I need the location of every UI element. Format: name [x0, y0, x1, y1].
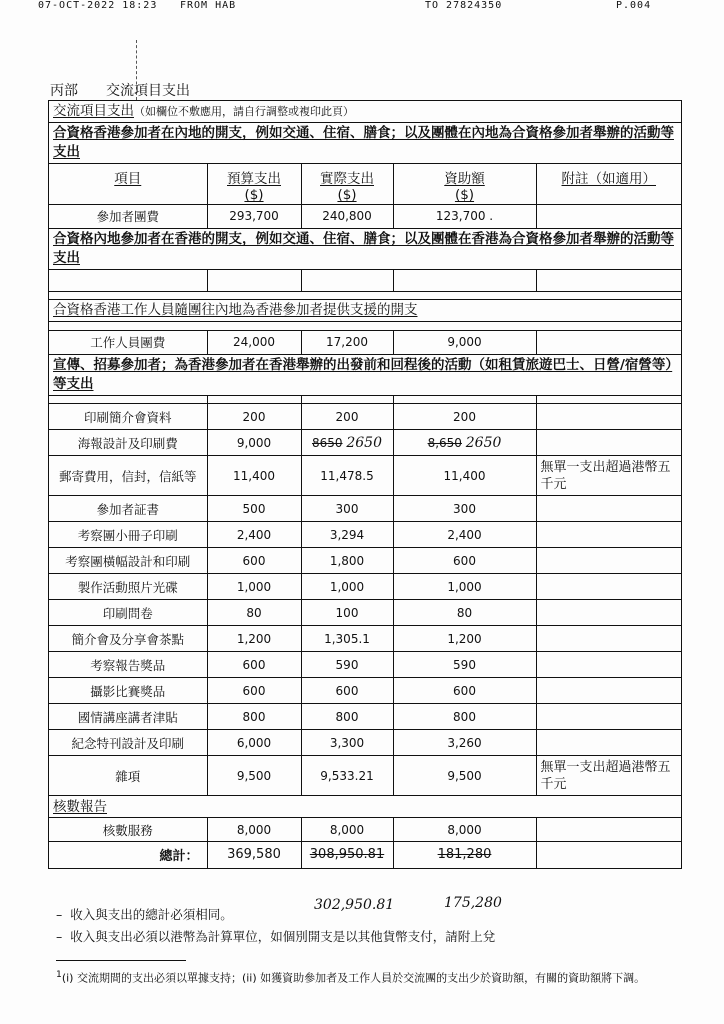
fax-from: FROM HAB	[180, 0, 237, 11]
section-name: 交流項目支出	[106, 83, 190, 99]
table-promotion	[49, 396, 681, 797]
note-2: – 收入與支出必須以港幣為計算單位，如個別開支是以其他貨幣支付，請附上兌	[56, 929, 496, 944]
item-cell: 紀念特刊設計及印刷	[49, 730, 207, 756]
remark-cell	[536, 574, 681, 600]
grant-cell: 600	[393, 678, 536, 704]
item-cell: 簡介會及分享會茶點	[49, 626, 207, 652]
fax-datetime: 07-OCT-2022 18:23	[38, 0, 158, 11]
table-row: 核數服務 8,000 8,000 8,000	[49, 818, 681, 842]
audit-section-title	[49, 796, 681, 817]
actual-cell: 200	[301, 404, 393, 430]
grant-cell: 800	[393, 704, 536, 730]
remark-cell	[536, 678, 681, 704]
remark-cell	[536, 522, 681, 548]
table-row	[49, 678, 681, 704]
actual-cell: 1,000	[301, 574, 393, 600]
footnote: $^1$(i) 交流期間的支出必須以單據支持；(ii) 如獲資助參加者及工作人員於交流團的支出少於資助額，有關的資助額將下調。	[56, 969, 646, 985]
table-header-row	[49, 164, 681, 204]
budget-cell: 9,500	[207, 756, 301, 796]
table-row	[49, 496, 681, 522]
table-row	[49, 600, 681, 626]
remark-cell	[536, 430, 681, 456]
item-cell: 印刷問卷	[49, 600, 207, 626]
grant-cell: 1,200	[393, 626, 536, 652]
item-cell: 參加者証書	[49, 496, 207, 522]
actual-cell: 9,533.21	[301, 756, 393, 796]
table-row	[49, 430, 681, 456]
item-cell: 考察團小冊子印刷	[49, 522, 207, 548]
remark-cell	[536, 496, 681, 522]
category-promotion-expenses	[49, 355, 681, 396]
budget-cell: 500	[207, 496, 301, 522]
grant-cell: 1,000	[393, 574, 536, 600]
actual-cell: 3,294	[301, 522, 393, 548]
table-row	[49, 404, 681, 430]
remark-cell	[536, 600, 681, 626]
actual-cell: 590	[301, 652, 393, 678]
handwritten-grant-total: 175,280	[444, 895, 502, 911]
actual-cell: 8650 2650	[301, 430, 393, 456]
actual-cell: 1,305.1	[301, 626, 393, 652]
remark-cell	[536, 730, 681, 756]
category-promotion-text: 宣傳、招募參加者；為香港參加者在香港舉辦的出發前和回程後的活動（如租賃旅遊巴士、日營/宿營等）等支出	[53, 356, 673, 392]
note-1: – 收入與支出的總計必須相同。	[56, 907, 233, 922]
budget-cell: 11,400	[207, 456, 301, 496]
header-remark: 附註（如適用）	[536, 164, 681, 204]
grant-cell: 9,500	[393, 756, 536, 796]
band-main-note: （如欄位不敷應用，請自行調整或複印此頁）	[134, 105, 354, 118]
total-grant: 181,280	[393, 842, 536, 868]
remark-cell	[536, 652, 681, 678]
table-row	[49, 456, 681, 496]
grant-cell: 8,650 2650	[393, 430, 536, 456]
fax-header	[0, 0, 724, 14]
item-cell: 印刷簡介會資料	[49, 404, 207, 430]
table-row	[49, 652, 681, 678]
section-title	[50, 80, 190, 100]
table-audit	[49, 817, 681, 868]
actual-cell: 1,800	[301, 548, 393, 574]
item-cell: 攝影比賽獎品	[49, 678, 207, 704]
budget-cell: 1,200	[207, 626, 301, 652]
fax-to: TO 27824350	[425, 0, 503, 11]
handwritten-actual-total: 302,950.81	[314, 897, 395, 913]
table-row: 工作人員團費 24,000 17,200 9,000	[49, 330, 681, 354]
grant-cell: 80	[393, 600, 536, 626]
remark-cell	[536, 548, 681, 574]
table-mainland	[49, 164, 681, 229]
category-mainland-expenses	[49, 123, 681, 164]
remark-cell	[536, 626, 681, 652]
grant-cell: 600	[393, 548, 536, 574]
table-row	[49, 522, 681, 548]
budget-cell: 6,000	[207, 730, 301, 756]
total-row	[49, 842, 681, 868]
notes	[56, 895, 696, 948]
remark-cell: 無單一支出超過港幣五千元	[536, 756, 681, 796]
grant-cell: 2,400	[393, 522, 536, 548]
table-row	[49, 626, 681, 652]
budget-cell: 600	[207, 678, 301, 704]
table-row	[49, 704, 681, 730]
table-staff	[49, 322, 681, 355]
grant-cell: 11,400	[393, 456, 536, 496]
item-cell: 海報設計及印刷費	[49, 430, 207, 456]
category-staff-expenses	[49, 300, 681, 322]
actual-cell: 100	[301, 600, 393, 626]
header-actual: 實際支出 ($)	[301, 164, 393, 204]
item-cell: 國情講座講者津貼	[49, 704, 207, 730]
actual-cell: 300	[301, 496, 393, 522]
grant-cell: 3,260	[393, 730, 536, 756]
table-row: 參加者團費 293,700 240,800 123,700 .	[49, 204, 681, 228]
band-main	[49, 101, 681, 123]
band-main-title: 交流項目支出	[53, 103, 134, 119]
category-mainland-text: 合資格香港參加者在內地的開支，例如交通、住宿、膳食；以及團體在內地為合資格參加者舉辦的活動等支出	[53, 125, 674, 160]
total-label: 總計：	[49, 842, 207, 868]
item-cell: 雜項	[49, 756, 207, 796]
category-hk-expenses	[49, 229, 681, 270]
header-grant: 資助額 ($)	[393, 164, 536, 204]
remark-cell	[536, 404, 681, 430]
table-row	[49, 756, 681, 796]
total-budget: 369,580	[207, 842, 301, 868]
category-staff-text: 合資格香港工作人員隨團往內地為香港參加者提供支援的開支	[53, 302, 418, 318]
table-row	[49, 548, 681, 574]
fax-page: P.004	[616, 0, 652, 11]
audit-title: 核數報告	[53, 799, 107, 815]
budget-cell: 200	[207, 404, 301, 430]
budget-cell: 1,000	[207, 574, 301, 600]
footnote-rule	[56, 960, 186, 961]
table-row	[49, 730, 681, 756]
actual-cell: 3,300	[301, 730, 393, 756]
grant-cell: 300	[393, 496, 536, 522]
expense-form	[48, 100, 682, 869]
budget-cell: 600	[207, 652, 301, 678]
total-actual: 308,950.81	[301, 842, 393, 868]
item-cell: 考察團橫幅設計和印刷	[49, 548, 207, 574]
header-budget: 預算支出 ($)	[207, 164, 301, 204]
actual-cell: 800	[301, 704, 393, 730]
item-cell: 製作活動照片光碟	[49, 574, 207, 600]
budget-cell: 2,400	[207, 522, 301, 548]
actual-cell: 600	[301, 678, 393, 704]
budget-cell: 9,000	[207, 430, 301, 456]
budget-cell: 600	[207, 548, 301, 574]
item-cell: 考察報告獎品	[49, 652, 207, 678]
section-part: 丙部	[50, 83, 78, 99]
remark-cell: 無單一支出超過港幣五千元	[536, 456, 681, 496]
table-row	[49, 574, 681, 600]
grant-cell: 590	[393, 652, 536, 678]
budget-cell: 800	[207, 704, 301, 730]
category-hk-text: 合資格內地參加者在香港的開支，例如交通、住宿、膳食；以及團體在香港為合資格參加者舉辦的活動等支出	[53, 230, 674, 266]
grant-cell: 200	[393, 404, 536, 430]
budget-cell: 80	[207, 600, 301, 626]
table-hk	[49, 270, 681, 301]
remark-cell	[536, 704, 681, 730]
header-item: 項目	[49, 164, 207, 204]
item-cell: 郵寄費用，信封，信紙等	[49, 456, 207, 496]
actual-cell: 11,478.5	[301, 456, 393, 496]
